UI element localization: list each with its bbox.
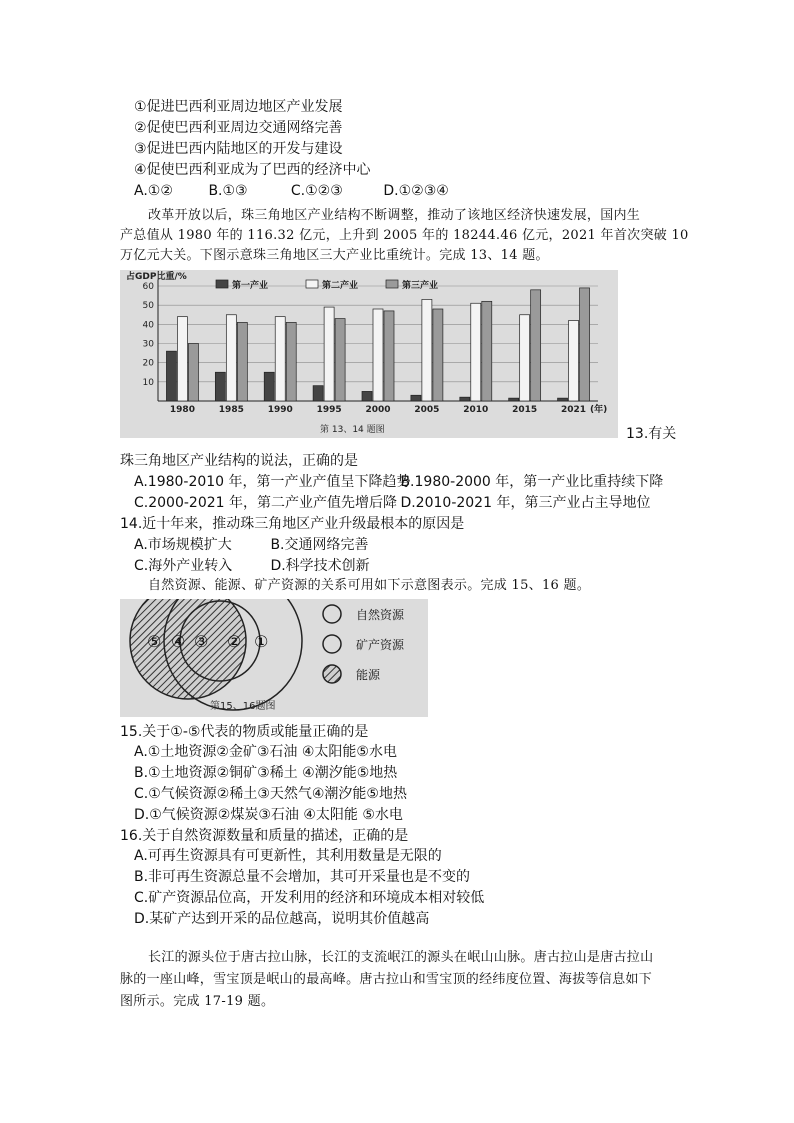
legend-energy: 能源 [356,668,381,682]
x-tick-label: 2010 [463,405,489,415]
q12-choice-d: D.①②③④ [383,183,449,199]
bar [373,309,383,401]
legend-entry: 第二产业 [322,281,359,291]
intro-15-16: 自然资源、能源、矿产资源的关系可用如下示意图表示。完成 15、16 题。 [148,578,591,593]
x-axis-label: (年) [590,405,608,415]
resource-venn-diagram [120,599,428,717]
q13-option-d: D.2010-2021 年，第三产业占主导地位 [400,495,651,511]
venn-label-4: ④ [171,632,186,651]
bar [237,322,247,401]
legend-mineral-resource: 矿产资源 [356,638,405,652]
q13-options-row-1 [134,472,663,492]
q13-stem: 珠三角地区产业结构的说法，正确的是 [120,453,358,469]
x-tick-label: 1995 [316,405,342,415]
y-tick-label: 30 [142,339,154,350]
q12-choice-c: C.①②③ [290,183,343,199]
bar [215,372,225,401]
q15-option-d: D.①气候资源②煤炭③石油 ④太阳能 ⑤水电 [134,807,403,823]
y-tick-label: 10 [142,377,154,388]
intro-13-14-line-3: 万亿元大关。下图示意珠三角地区三大产业比重统计。完成 13、14 题。 [120,248,549,263]
y-tick-label: 40 [142,320,154,331]
x-tick-label: 1990 [267,405,293,415]
x-tick-label: 2000 [365,405,391,415]
bar [471,303,481,401]
bar [422,299,432,401]
legend-entry: 第三产业 [402,281,439,291]
bar [177,317,187,401]
bar [569,321,579,402]
q13-option-c: C.2000-2021 年，第二产业产值先增后降 [134,495,397,511]
q13-option-b: B.1980-2000 年，第一产业比重持续下降 [400,474,664,490]
q16-stem: 16.关于自然资源数量和质量的描述，正确的是 [120,828,409,844]
legend-swatch [306,280,318,288]
bar [188,344,198,402]
bar [433,309,443,401]
q16-option-d: D.某矿产达到开采的品位越高，说明其价值越高 [134,911,430,927]
venn-caption: 第15、16题图 [210,701,276,712]
q16-option-a: A.可再生资源具有可更新性，其利用数量是无限的 [134,848,442,864]
q14-options-row-2 [134,556,370,576]
chart-caption: 第 13、14 题图 [320,425,385,435]
legend-natural-resource-icon [323,605,341,623]
industry-chart-figure [120,270,618,438]
q14-options-row-1 [134,535,369,555]
industry-share-chart [120,270,618,438]
q14-option-d: D.科学技术创新 [270,558,370,574]
y-tick-label: 20 [142,358,154,369]
intro-13-14-line-1: 改革开放以后，珠三角地区产业结构不断调整，推动了该地区经济快速发展，国内生 [148,208,641,223]
bar [286,322,296,401]
venn-label-5: ⑤ [147,632,162,651]
y-tick-label: 60 [142,282,154,292]
bar [275,317,285,401]
y-axis-label: 占GDP比重/% [126,272,187,282]
q12-option-4: ④促使巴西利亚成为了巴西的经济中心 [134,162,371,178]
q16-option-b: B.非可再生资源总量不会增加，其可开采量也是不变的 [134,869,471,885]
q12-choice-a: A.①② [134,183,173,199]
q12-option-2: ②促使巴西利亚周边交通网络完善 [134,120,343,136]
legend-entry: 第一产业 [232,281,269,291]
bar [520,315,530,401]
x-tick-label: 1980 [169,405,195,415]
bar [166,351,176,401]
q12-option-1: ①促进巴西利亚周边地区产业发展 [134,99,343,115]
bar [411,395,421,401]
bar [264,372,274,401]
resource-venn-figure [120,599,428,717]
q16-option-c: C.矿产资源品位高，开发利用的经济和环境成本相对较低 [134,890,485,906]
venn-label-1: ① [254,632,269,651]
bar [558,398,568,401]
x-tick-label: 1985 [218,405,244,415]
q13-number: 13.有关 [626,426,677,442]
legend-energy-icon [323,665,341,683]
legend-swatch [216,280,228,288]
q15-option-a: A.①土地资源②金矿③石油 ④太阳能⑤水电 [134,744,397,760]
x-tick-label: 2021 [561,405,587,415]
q12-option-3: ③促进巴西内陆地区的开发与建设 [134,141,343,157]
bar [362,391,372,401]
bar [580,288,590,401]
x-tick-label: 2015 [512,405,538,415]
venn-label-3: ③ [194,632,209,651]
intro-17-19-line-3: 图所示。完成 17-19 题。 [120,994,275,1009]
legend-mineral-resource-icon [323,635,341,653]
q14-stem: 14.近十年来，推动珠三角地区产业升级最根本的原因是 [120,516,465,532]
bar [460,397,470,401]
q12-choice-b: B.①③ [208,183,248,199]
bar [384,311,394,401]
q15-option-b: B.①土地资源②铜矿③稀土 ④潮汐能⑤地热 [134,765,398,781]
q14-option-c: C.海外产业转入 [134,558,233,574]
intro-13-14-line-2: 产总值从 1980 年的 116.32 亿元，上升到 2005 年的 18244.46 亿元，2021 年首次突破 10 [120,228,689,243]
legend-natural-resource: 自然资源 [356,608,405,622]
q15-option-c: C.①气候资源②稀土③天然气④潮汐能⑤地热 [134,786,407,802]
q13-options-row-2 [134,493,650,513]
intro-17-19-line-1: 长江的源头位于唐古拉山脉，长江的支流岷江的源头在岷山山脉。唐古拉山是唐古拉山 [148,950,654,965]
y-tick-label: 50 [142,301,154,312]
bar [482,301,492,401]
intro-17-19-line-2: 脉的一座山峰，雪宝顶是岷山的最高峰。唐古拉山和雪宝顶的经纬度位置、海拔等信息如下 [120,972,653,987]
venn-label-2: ② [227,632,242,651]
bar [226,315,236,401]
q14-option-a: A.市场规模扩大 [134,537,232,553]
bar [313,386,323,401]
bar [335,319,345,401]
q14-option-b: B.交通网络完善 [270,537,369,553]
bar [324,307,334,401]
bar [509,398,519,401]
bar [531,290,541,401]
q15-stem: 15.关于①-⑤代表的物质或能量正确的是 [120,724,369,740]
q13-option-a: A.1980-2010 年，第一产业产值呈下降趋势 [134,474,411,490]
q12-choices [134,181,449,201]
legend-swatch [386,280,398,288]
x-tick-label: 2005 [414,405,440,415]
